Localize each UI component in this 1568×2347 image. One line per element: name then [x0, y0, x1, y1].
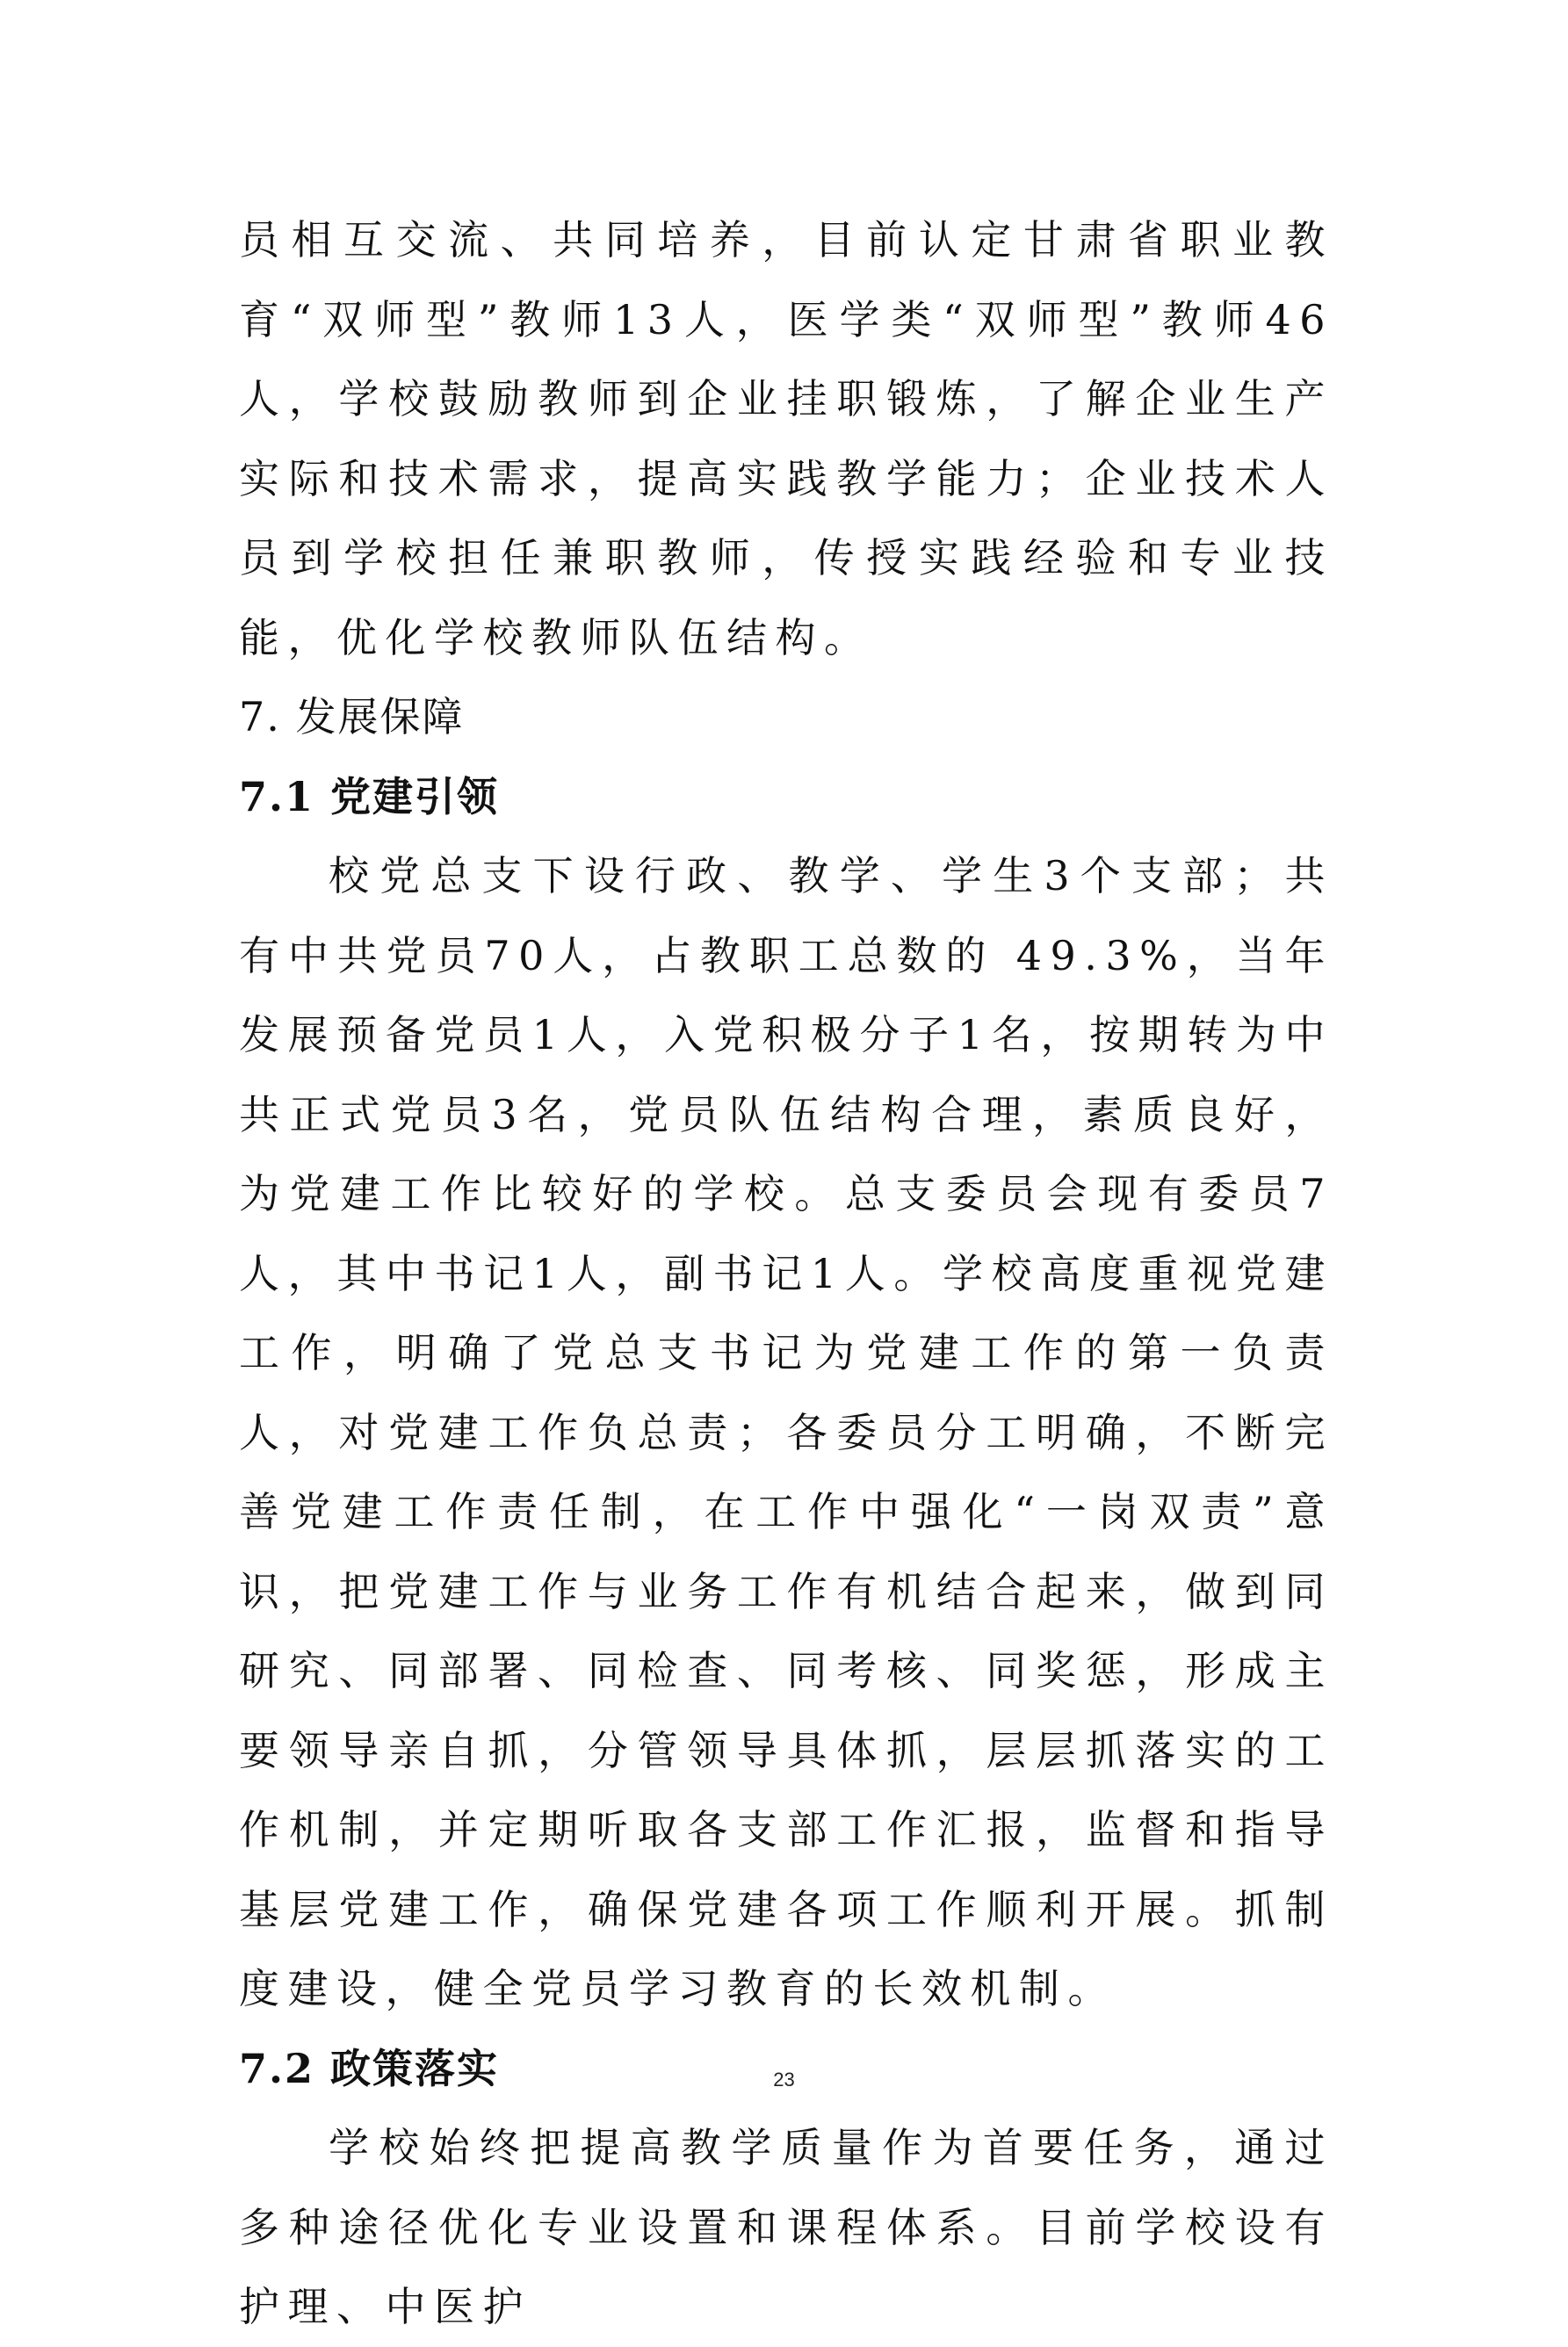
- subsection-heading-party-building: 7.1 党建引领: [239, 772, 500, 820]
- page-number: 23: [773, 2069, 795, 2091]
- subsection-heading-policy-implementation: 7.2 政策落实: [239, 2044, 500, 2092]
- paragraph-dual-teacher: 员相互交流、共同培养，目前认定甘肃省职业教育“双师型”教师13人，医学类“双师型”教师46人，学校鼓励教师到企业挂职锻炼，了解企业生产实际和技术需求，提高实践教学能力；企业技术人员到学校担任兼职教师，传授实践经验和专业技能，优化学校教师队伍结构。: [239, 216, 1333, 661]
- paragraph-policy-implementation: 学校始终把提高教学质量作为首要任务，通过多种途径优化专业设置和课程体系。目前学校设有护理、中医护: [239, 2124, 1333, 2330]
- paragraph-party-building: 校党总支下设行政、教学、学生3个支部；共有中共党员70人，占教职工总数的 49.3%，当年发展预备党员1人，入党积极分子1名，按期转为中共正式党员3名，党员队伍结构合理，素质良好，为党建工作比较好的学校。总支委员会现有委员7人，其中书记1人，副书记1人。学校高度重视党建工作，明确了党总支书记为党建工作的第一负责人，对党建工作负总责；各委员分工明确，不断完善党建工作责任制，在工作中强化“一岗双责”意识，把党建工作与业务工作有机结合起来，做到同研究、同部署、同检查、同考核、同奖惩，形成主要领导亲自抓，分管领导具体抓，层层抓落实的工作机制，并定期听取各支部工作汇报，监督和指导基层党建工作，确保党建各项工作顺利开展。抓制度建设，健全党员学习教育的长效机制。: [239, 852, 1333, 2012]
- section-heading-development-support: 7. 发展保障: [239, 693, 465, 740]
- page-body: [239, 200, 1333, 2347]
